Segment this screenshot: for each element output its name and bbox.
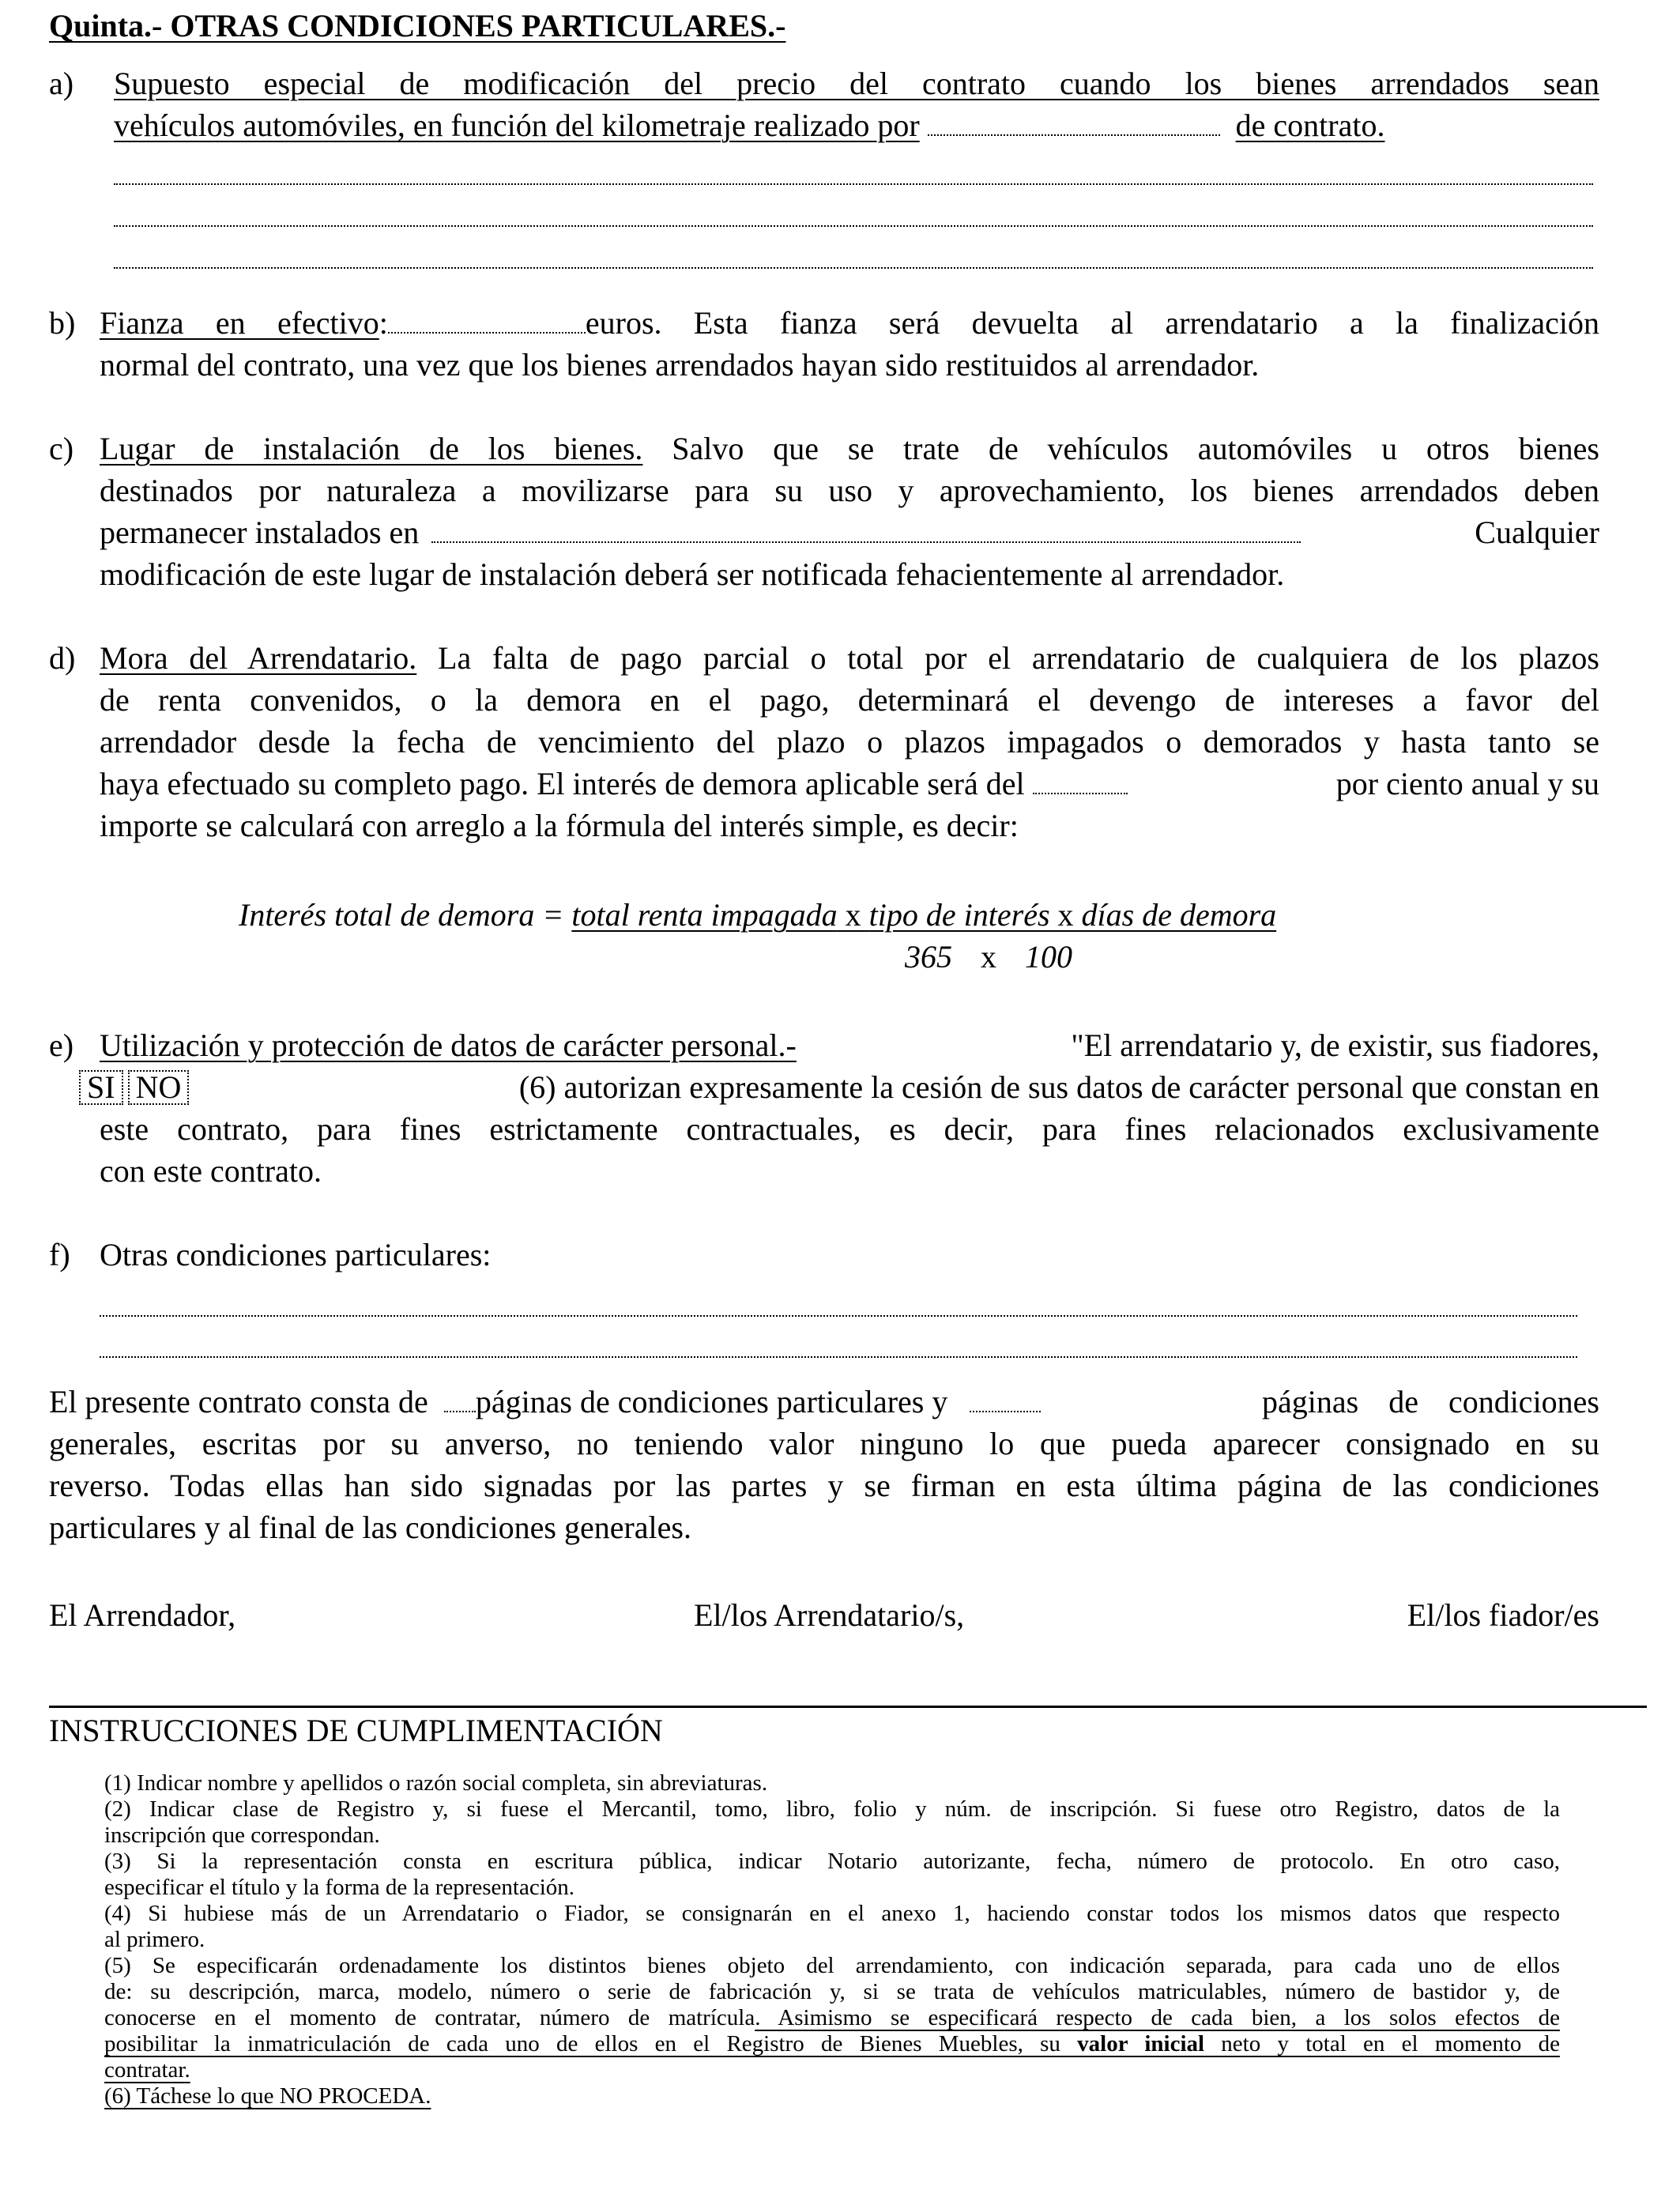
instruction-1: (1) Indicar nombre y apellidos o razón social completa, sin abreviaturas. bbox=[104, 1770, 768, 1796]
sec-b-body: Fianza en efectivo: euros. Esta fianza será devuelta al arrendatario a la finalización normal del contrato, una vez que los bienes arrendados hayan sido restituidos al arrendador. bbox=[100, 302, 1599, 386]
sec-c-letter: c) bbox=[49, 431, 74, 466]
sec-a-fill-line-3[interactable] bbox=[114, 267, 1593, 269]
sec-a-fill-line-1[interactable] bbox=[114, 183, 1593, 185]
sec-d-letter: d) bbox=[49, 640, 76, 676]
sec-c-title: Lugar de instalación de los bienes. bbox=[100, 431, 643, 466]
sec-a-line2b: de contrato. bbox=[1235, 107, 1385, 143]
sec-f-title: Otras condiciones particulares: bbox=[100, 1237, 492, 1272]
no-option[interactable]: NO bbox=[128, 1070, 190, 1105]
sec-d-line5: importe se calculará con arreglo a la fórmula del interés simple, es decir: bbox=[100, 808, 1019, 843]
si-option[interactable]: SI bbox=[79, 1070, 123, 1105]
sec-d-line2: de renta convenidos, o la demora en el pago, determinará el devengo de intereses a favor del bbox=[100, 682, 1599, 718]
sec-a-letter: a) bbox=[49, 66, 74, 101]
section-divider bbox=[49, 1706, 1647, 1708]
sec-c-line4: modificación de este lugar de instalación deberá ser notificada fehacientemente al arrendador. bbox=[100, 556, 1285, 592]
sec-c-line2: destinados por naturaleza a movilizarse para su uso y aprovechamiento, los bienes arrendados deben bbox=[100, 473, 1599, 508]
instruction-3: (3) Si la representación consta en escritura pública, indicar Notario autorizante, fecha, número de protocolo. En otro caso, bbox=[104, 1849, 1560, 1874]
sec-a-line1: Supuesto especial de modificación del precio del contrato cuando los bienes arrendados sean bbox=[114, 66, 1599, 101]
sec-e-rest: este contrato, para fines estrictamente contractuales, es decir, para fines relacionados exclusivamente con este contrato. bbox=[100, 1111, 1599, 1189]
interest-formula: Interés total de demora = total renta impagada x tipo de interés x días de demora bbox=[239, 897, 1277, 933]
sec-b-line2: normal del contrato, una vez que los bienes arrendados hayan sido restituidos al arrendador. bbox=[100, 347, 1260, 383]
instruction-2: (2) Indicar clase de Registro y, si fuese el Mercantil, tomo, libro, folio y núm. de inscripción. Si fuese otro Registro, datos de la bbox=[104, 1796, 1560, 1822]
signature-arrendatario: El/los Arrendatario/s, bbox=[694, 1597, 965, 1633]
interest-rate-field[interactable] bbox=[1033, 782, 1128, 794]
km-field[interactable] bbox=[928, 123, 1220, 136]
signature-fiador: El/los fiador/es bbox=[1407, 1597, 1599, 1633]
general-pages-field[interactable] bbox=[970, 1400, 1041, 1412]
sec-e-body: Utilización y protección de datos de carácter personal.- "El arrendatario y, de existir, sus fiadores, bbox=[100, 1024, 1599, 1066]
particular-pages-field[interactable] bbox=[444, 1400, 476, 1412]
sec-c-body: Lugar de instalación de los bienes. Salvo que se trate de vehículos automóviles u otros bienes destinados por naturaleza a movilizarse para su uso y aprovechamiento, los bienes arrendados deben permanecer instalados en Cualquier modificación de este lugar de instalación deberá ser notificada fehacientemente al arrendador. bbox=[100, 428, 1599, 595]
installation-place-field[interactable] bbox=[431, 530, 1301, 543]
instructions-list: (1) Indicar nombre y apellidos o razón social completa, sin abreviaturas. (2) Indicar clase de Registro y, si fuese el Mercantil, tomo, libro, folio y núm. de inscripción. Si fuese otro Registro, datos de la inscripción que correspondan. (3) Si la representación consta en escritura pública, indicar Notario autorizante, fecha, número de protocolo. En otro caso, especificar el título y la forma de la representación. (4) Si hubiese más de un Arrendatario o Fiador, se consignarán en el anexo 1, haciendo constar todos los mismos datos que respecto al primero. (5) Se especificarán ordenadamente los distintos bienes objeto del arrendamiento, con indicación separada, para cada uno de ellos de: su descripción, marca, modelo, número o serie de fabricación y, si se trata de vehículos matriculables, número de bastidor y, de conocerse en el momento de contratar, número de matrícula. Asimismo se especificará respecto de cada bien, a los solos efectos de posibilitar la inmatriculación de cada uno de ellos en el Registro de Bienes Muebles, su valor inicial neto y total en el momento de contratar. (6) Táchese lo que NO PROCEDA. bbox=[104, 1770, 1560, 2109]
closing-paragraph: El presente contrato consta de páginas de condiciones particulares y páginas de condiciones generales, escritas por su anverso, no teniendo valor ninguno lo que pueda aparecer consignado en su reverso. Todas ellas han sido signadas por las partes y se firman en esta última página de las condiciones particulares y al final de las condiciones generales. bbox=[49, 1384, 1599, 1545]
sec-f-fill-line-2[interactable] bbox=[100, 1356, 1577, 1358]
sec-d-body: Mora del Arrendatario. La falta de pago parcial o total por el arrendatario de cualquiera de los plazos de renta convenidos, o la demora en el pago, determinará el devengo de intereses a favor del arrendador desde la fecha de vencimiento del plazo o plazos impagados o demorados y hasta tanto se haya efectuado su completo pago. El interés de demora aplicable será del por ciento anual y su importe se calculará con arreglo a la fórmula del interés simple, es decir: bbox=[100, 637, 1599, 846]
instruction-6: (6) Táchese lo que NO PROCEDA. bbox=[104, 2083, 431, 2109]
sec-e-letter: e) bbox=[49, 1027, 74, 1063]
instructions-title: INSTRUCCIONES DE CUMPLIMENTACIÓN bbox=[49, 1713, 663, 1748]
sec-a-body bbox=[114, 62, 1599, 146]
sec-e-line2: SI NO (6) autorizan expresamente la cesión de sus datos de carácter personal que constan en bbox=[79, 1066, 1599, 1108]
sec-a-fill-line-2[interactable] bbox=[114, 225, 1593, 227]
instruction-5: (5) Se especificarán ordenadamente los distintos bienes objeto del arrendamiento, con indicación separada, para cada uno de ellos bbox=[104, 1953, 1560, 1978]
sec-e-title: Utilización y protección de datos de carácter personal.- bbox=[100, 1027, 797, 1063]
sec-a-line2a: vehículos automóviles, en función del kilometraje realizado por bbox=[114, 107, 920, 143]
sec-b-title: Fianza en efectivo bbox=[100, 305, 379, 341]
sec-d-line3: arrendador desde la fecha de vencimiento del plazo o plazos impagados o demorados y hasta tanto se bbox=[100, 724, 1599, 760]
formula-denominator: 365 x 100 bbox=[905, 939, 1072, 974]
sec-d-title: Mora del Arrendatario. bbox=[100, 640, 417, 676]
sec-b-letter: b) bbox=[49, 305, 76, 341]
signature-arrendador: El Arrendador, bbox=[49, 1597, 236, 1633]
instruction-4: (4) Si hubiese más de un Arrendatario o Fiador, se consignarán en el anexo 1, haciendo constar todos los mismos datos que respecto bbox=[104, 1901, 1560, 1926]
sec-f-letter: f) bbox=[49, 1237, 70, 1272]
sec-f-fill-line-1[interactable] bbox=[100, 1315, 1577, 1317]
section-heading: Quinta.- OTRAS CONDICIONES PARTICULARES.- bbox=[49, 8, 786, 43]
deposit-amount-field[interactable] bbox=[388, 321, 586, 334]
